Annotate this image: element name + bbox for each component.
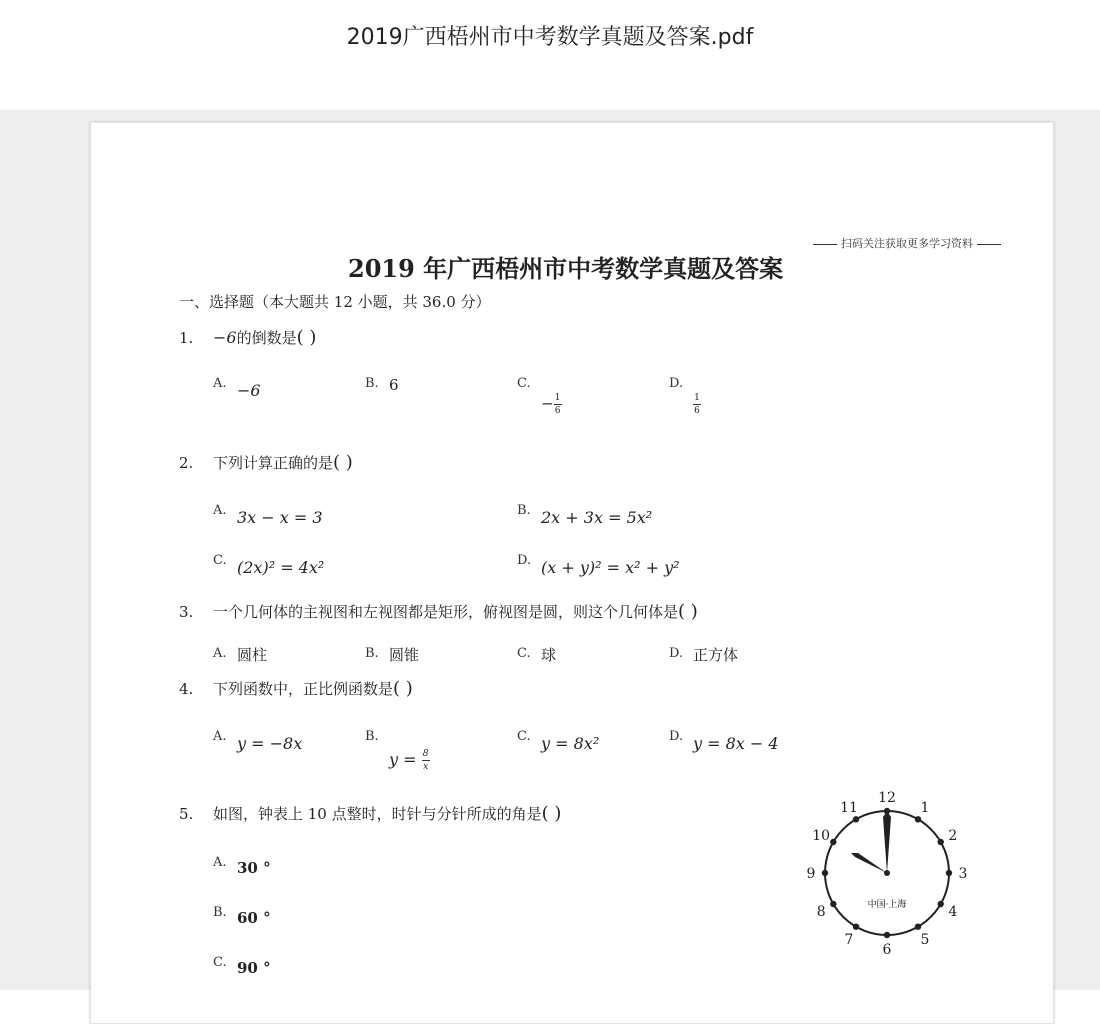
option-label: C. — [517, 729, 531, 744]
question-text: 一个几何体的主视图和左视图都是矩形，俯视图是圆，则这个几何体是( ) — [213, 601, 698, 622]
clock-number: 10 — [812, 828, 831, 844]
option-value: y = 8x − 4 — [693, 734, 779, 753]
clock-hour-dot — [853, 816, 859, 822]
document-title: 2019广西梧州市中考数学真题及答案.pdf — [346, 25, 754, 50]
clock-number: 5 — [920, 931, 930, 948]
option-value: y = −8x — [237, 734, 303, 753]
option-label: A. — [213, 855, 227, 870]
clock-number: 3 — [958, 866, 968, 882]
minute-hand — [883, 811, 891, 873]
option-value: 圆柱 — [237, 646, 268, 664]
question-number: 2. — [179, 454, 194, 472]
option-label: D. — [669, 646, 684, 661]
option-value: 2x + 3x = 5x² — [541, 508, 653, 527]
pdf-page — [90, 122, 1054, 1024]
option-value: y = 8x² — [541, 734, 600, 753]
option-label: B. — [517, 503, 531, 518]
option-value: $\frac{1}{6}$ — [694, 393, 700, 416]
clock-hour-dot — [937, 901, 943, 907]
clock-hour-dot — [915, 923, 921, 929]
option-value: −6 — [237, 381, 261, 400]
option-value: − $\frac{1}{6}$ — [541, 393, 561, 416]
option-label: C. — [213, 553, 227, 568]
clock-number: 1 — [920, 800, 930, 817]
question-text: 下列计算正确的是( ) — [213, 452, 353, 473]
option-label: C. — [213, 955, 227, 970]
clock-number: 12 — [878, 790, 896, 806]
question-number: 3. — [179, 603, 194, 621]
clock-number: 6 — [882, 942, 892, 957]
option-label: B. — [213, 905, 227, 920]
clock-hour-dot — [937, 839, 943, 845]
option-label: A. — [213, 729, 227, 744]
option-value: (x + y)² = x² + y² — [541, 558, 680, 577]
clock-number: 9 — [806, 866, 816, 882]
clock-hour-dot — [946, 870, 952, 876]
option-value: 30 ° — [237, 859, 271, 877]
clock-face-text: 中国·上海 — [867, 900, 907, 910]
exam-title: 2019 年广西梧州市中考数学真题及答案 — [348, 254, 784, 283]
option-label: B. — [365, 376, 379, 391]
option-label: C. — [517, 376, 531, 391]
option-label: D. — [669, 729, 684, 744]
option-label: B. — [365, 646, 379, 661]
clock-hour-dot — [884, 932, 890, 938]
clock-center — [884, 870, 890, 876]
question-text: 如图，钟表上 10 点整时，时针与分针所成的角是( ) — [213, 803, 562, 824]
clock-number: 4 — [948, 904, 958, 920]
option-label: C. — [517, 646, 531, 661]
option-value: 3x − x = 3 — [237, 508, 323, 527]
clock-hour-dot — [853, 923, 859, 929]
option-value: 正方体 — [693, 646, 739, 664]
question-number: 1. — [179, 329, 194, 347]
hour-hand — [851, 853, 887, 873]
option-value: (2x)² = 4x² — [237, 558, 325, 577]
option-label: D. — [669, 376, 684, 391]
clock-number: 11 — [840, 800, 858, 817]
clock-number: 8 — [816, 904, 826, 920]
option-label: A. — [213, 503, 227, 518]
option-label: A. — [213, 646, 227, 661]
clock-figure — [803, 787, 973, 957]
option-value: 6 — [389, 376, 399, 394]
option-label: B. — [365, 729, 379, 744]
option-value: 90 ° — [237, 959, 271, 977]
option-label: A. — [213, 376, 227, 391]
option-value: 球 — [541, 646, 557, 664]
section-heading: 一、选择题（本大题共 12 小题，共 36.0 分） — [179, 293, 491, 311]
question-text: 下列函数中，正比例函数是( ) — [213, 678, 413, 699]
pdf-viewer[interactable] — [0, 110, 1100, 990]
clock-hour-dot — [822, 870, 828, 876]
clock-hour-dot — [915, 816, 921, 822]
question-number: 4. — [179, 680, 194, 698]
clock-number: 7 — [844, 931, 854, 948]
option-value: 圆锥 — [389, 646, 420, 664]
clock-number: 2 — [948, 828, 958, 844]
question-number: 5. — [179, 805, 194, 823]
option-value: 60 ° — [237, 909, 271, 927]
clock-hour-dot — [830, 901, 836, 907]
clock-hour-dot — [830, 839, 836, 845]
qr-note: 扫码关注获取更多学习资料 — [809, 235, 1005, 251]
option-label: D. — [517, 553, 532, 568]
viewer-header — [0, 0, 1100, 110]
question-text: −6的倒数是( ) — [213, 327, 317, 348]
option-value: y = $\frac{8}{x}$ — [389, 749, 429, 772]
